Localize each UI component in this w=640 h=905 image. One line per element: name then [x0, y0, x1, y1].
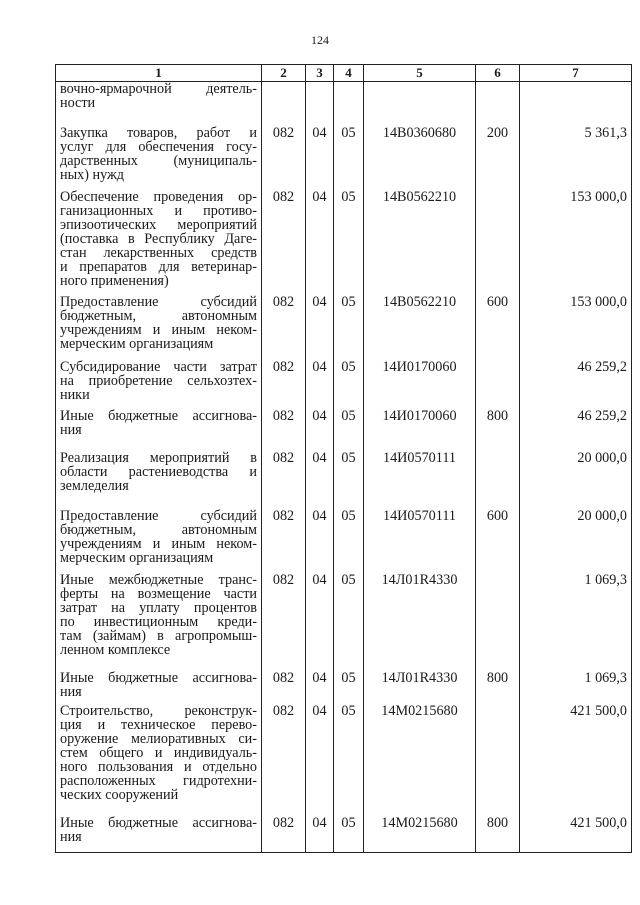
cell-subsection-code: 05	[334, 409, 364, 451]
cell-target-article: 14М0215680	[364, 704, 476, 816]
header-col-3: 3	[306, 65, 334, 82]
cell-name: вочно-ярмарочной деятель- ности	[56, 82, 262, 127]
cell-amount: 46 259,2	[520, 409, 632, 451]
cell-expense-type	[476, 190, 520, 295]
cell-name: Реализация мероприятий в области растениеводства и земледелия	[56, 451, 262, 509]
cell-target-article: 14Л01R4330	[364, 573, 476, 671]
cell-target-article: 14И0170060	[364, 360, 476, 409]
cell-subsection-code: 05	[334, 360, 364, 409]
cell-expense-type	[476, 704, 520, 816]
cell-subsection-code: 05	[334, 295, 364, 360]
table-row	[56, 509, 632, 573]
header-col-5: 5	[364, 65, 476, 82]
page-number: 124	[311, 33, 329, 47]
header-row	[56, 65, 632, 82]
cell-ministry-code: 082	[262, 190, 306, 295]
cell-section-code: 04	[306, 409, 334, 451]
cell-target-article: 14И0570111	[364, 451, 476, 509]
cell-ministry-code: 082	[262, 509, 306, 573]
cell-target-article: 14И0570111	[364, 509, 476, 573]
cell-expense-type	[476, 451, 520, 509]
cell-name: Иные бюджетные ассигнова- ния	[56, 409, 262, 451]
cell-name: Обеспечение проведения ор- ганизационных и противо- эпизоотических мероприятий (поставка в Республику Даге- стан лекарственных средств и препаратов для ветеринар- ного применения)	[56, 190, 262, 295]
table-row	[56, 573, 632, 671]
cell-amount: 46 259,2	[520, 360, 632, 409]
cell-target-article: 14И0170060	[364, 409, 476, 451]
cell-subsection-code: 05	[334, 126, 364, 190]
cell-name: Иные межбюджетные транс- ферты на возмещение части затрат на уплату процентов по инвестиционным креди- там (займам) в агропромыш- ленном комплексе	[56, 573, 262, 671]
cell-expense-type	[476, 82, 520, 127]
table-row	[56, 126, 632, 190]
cell-subsection-code: 05	[334, 671, 364, 704]
cell-ministry-code: 082	[262, 573, 306, 671]
cell-ministry-code: 082	[262, 451, 306, 509]
cell-amount: 1 069,3	[520, 671, 632, 704]
header-col-6: 6	[476, 65, 520, 82]
cell-name: Строительство, реконструк- ция и техническое перево- оружение мелиоративных си- стем общего и индивидуаль- ного пользования и отдельно расположенных гидротехни- ческих сооружений	[56, 704, 262, 816]
cell-name: Предоставление субсидий бюджетным, автономным учреждениям и иным неком- мерческим организациям	[56, 509, 262, 573]
cell-section-code: 04	[306, 509, 334, 573]
table-row	[56, 190, 632, 295]
cell-name: Субсидирование части затрат на приобретение сельхозтех- ники	[56, 360, 262, 409]
cell-subsection-code: 05	[334, 451, 364, 509]
cell-name: Предоставление субсидий бюджетным, автономным учреждениям и иным неком- мерческим организациям	[56, 295, 262, 360]
cell-expense-type	[476, 573, 520, 671]
cell-amount: 5 361,3	[520, 126, 632, 190]
cell-expense-type: 600	[476, 509, 520, 573]
cell-subsection-code: 05	[334, 509, 364, 573]
cell-ministry-code: 082	[262, 816, 306, 853]
cell-ministry-code: 082	[262, 704, 306, 816]
cell-amount: 20 000,0	[520, 509, 632, 573]
cell-ministry-code: 082	[262, 126, 306, 190]
table-row	[56, 704, 632, 816]
cell-subsection-code: 05	[334, 704, 364, 816]
table-row	[56, 295, 632, 360]
cell-section-code: 04	[306, 573, 334, 671]
cell-ministry-code: 082	[262, 360, 306, 409]
cell-section-code	[306, 82, 334, 127]
table-row	[56, 82, 632, 127]
cell-target-article: 14В0562210	[364, 295, 476, 360]
cell-name: Иные бюджетные ассигнова- ния	[56, 671, 262, 704]
table-row	[56, 451, 632, 509]
cell-subsection-code: 05	[334, 190, 364, 295]
cell-subsection-code: 05	[334, 816, 364, 853]
cell-amount: 421 500,0	[520, 816, 632, 853]
cell-section-code: 04	[306, 190, 334, 295]
cell-expense-type: 800	[476, 816, 520, 853]
header-col-1: 1	[56, 65, 262, 82]
cell-target-article: 14В0360680	[364, 126, 476, 190]
cell-subsection-code	[334, 82, 364, 127]
cell-name: Закупка товаров, работ и услуг для обеспечения госу- дарственных (муниципаль- ных) нужд	[56, 126, 262, 190]
table-row	[56, 360, 632, 409]
cell-ministry-code: 082	[262, 409, 306, 451]
cell-expense-type: 600	[476, 295, 520, 360]
cell-section-code: 04	[306, 704, 334, 816]
cell-ministry-code: 082	[262, 671, 306, 704]
table-row	[56, 816, 632, 853]
cell-target-article	[364, 82, 476, 127]
cell-section-code: 04	[306, 295, 334, 360]
cell-expense-type	[476, 360, 520, 409]
cell-amount: 153 000,0	[520, 295, 632, 360]
cell-section-code: 04	[306, 671, 334, 704]
cell-amount: 421 500,0	[520, 704, 632, 816]
header-col-7: 7	[520, 65, 632, 82]
cell-target-article: 14М0215680	[364, 816, 476, 853]
table-row	[56, 671, 632, 704]
cell-section-code: 04	[306, 816, 334, 853]
cell-section-code: 04	[306, 451, 334, 509]
cell-expense-type: 800	[476, 671, 520, 704]
cell-subsection-code: 05	[334, 573, 364, 671]
cell-amount: 153 000,0	[520, 190, 632, 295]
table-row	[56, 409, 632, 451]
cell-section-code: 04	[306, 360, 334, 409]
budget-table	[55, 64, 632, 853]
cell-amount	[520, 82, 632, 127]
cell-section-code: 04	[306, 126, 334, 190]
header-col-2: 2	[262, 65, 306, 82]
cell-target-article: 14В0562210	[364, 190, 476, 295]
cell-ministry-code: 082	[262, 295, 306, 360]
cell-ministry-code	[262, 82, 306, 127]
cell-amount: 1 069,3	[520, 573, 632, 671]
cell-expense-type: 800	[476, 409, 520, 451]
cell-target-article: 14Л01R4330	[364, 671, 476, 704]
header-col-4: 4	[334, 65, 364, 82]
cell-name: Иные бюджетные ассигнова- ния	[56, 816, 262, 853]
cell-amount: 20 000,0	[520, 451, 632, 509]
cell-expense-type: 200	[476, 126, 520, 190]
